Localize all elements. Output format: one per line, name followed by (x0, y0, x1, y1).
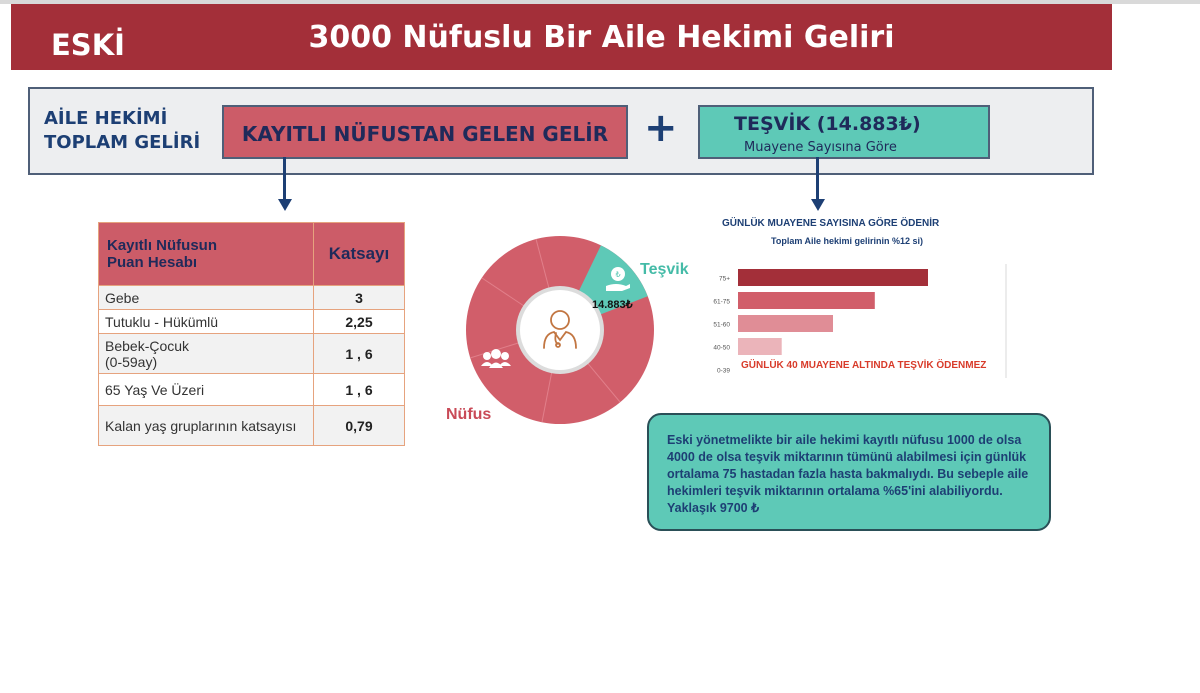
table-header-left (99, 223, 314, 286)
chart-bar (738, 338, 782, 355)
page-title: 3000 Nüfuslu Bir Aile Hekimi Geliri (308, 20, 895, 55)
tesvik-box (698, 105, 990, 159)
row-label: Kalan yaş gruplarının katsayısı (99, 406, 314, 446)
tesvik-title: TEŞVİK (14.883₺) (734, 113, 921, 135)
income-formula (28, 87, 1094, 175)
chart-tick-label: 51-60 (713, 321, 730, 329)
info-callout: Eski yönetmelikte bir aile hekimi kayıtlı nüfusu 1000 de olsa 4000 de olsa teşvik miktarının tümünü alabilmesi için günlük ortalama 75 hastadan fazla hasta bakmalıydı. Bu sebeple aile hekimleri teşvik miktarının ortalama %65'ini alabiliyordu. Yaklaşık 9700 ₺ (647, 413, 1051, 531)
chart-bar (738, 315, 833, 332)
chart-bar (738, 269, 928, 286)
chart-tick-label: 0-39 (716, 367, 730, 375)
chart-bar (738, 292, 875, 309)
row-label (99, 334, 314, 374)
chart-note: GÜNLÜK 40 MUAYENE ALTINDA TEŞVİK ÖDENMEZ (741, 360, 987, 371)
pie-label-tesvik: Teşvik (640, 261, 689, 278)
table-row (99, 374, 405, 406)
income-pie (440, 230, 680, 430)
chart-tick-label: 61-75 (713, 298, 730, 306)
arrow-right (816, 157, 819, 201)
table-header-right: Katsayı (314, 223, 405, 286)
row-value: 3 (314, 286, 405, 310)
table-row (99, 406, 405, 446)
formula-label-line1: AİLE HEKİMİ (44, 108, 168, 129)
pie-label-nufus: Nüfus (446, 406, 492, 423)
income-pie-svg (440, 230, 680, 430)
table-row (99, 286, 405, 310)
title-banner (11, 4, 1112, 70)
row-value: 1 , 6 (314, 374, 405, 406)
chart-title: GÜNLÜK MUAYENE SAYISINA GÖRE ÖDENİR (722, 218, 940, 229)
kayitli-income-box: KAYITLI NÜFUSTAN GELEN GELİR (222, 105, 628, 159)
arrow-left (283, 157, 286, 201)
tesvik-subtitle: Muayene Sayısına Göre (744, 140, 897, 155)
plus-sign: + (644, 105, 678, 151)
pie-tesvik-amount: 14.883₺ (592, 299, 633, 311)
header-left-line2: Puan Hesabı (107, 254, 198, 271)
row-value: 1 , 6 (314, 334, 405, 374)
pie-hub (520, 290, 600, 370)
formula-label (44, 107, 200, 155)
row-label-line2: (0-59ay) (105, 353, 158, 370)
table-header-row (99, 223, 405, 286)
row-label: Tutuklu - Hükümlü (99, 310, 314, 334)
row-label: Gebe (99, 286, 314, 310)
svg-text:₺: ₺ (615, 270, 621, 279)
table-row (99, 310, 405, 334)
arrow-left-head (278, 199, 292, 211)
row-label: 65 Yaş Ve Üzeri (99, 374, 314, 406)
chart-tick-label: 40-50 (713, 344, 730, 352)
formula-label-line2: TOPLAM GELİRİ (44, 132, 201, 153)
row-value: 2,25 (314, 310, 405, 334)
arrow-right-head (811, 199, 825, 211)
row-value: 0,79 (314, 406, 405, 446)
header-left-line1: Kayıtlı Nüfusun (107, 237, 218, 254)
chart-tick-label: 75+ (718, 275, 730, 283)
coefficient-table (98, 222, 405, 446)
chart-subtitle: Toplam Aile hekimi gelirinin %12 si) (771, 236, 924, 246)
row-label-line1: Bebek-Çocuk (105, 337, 190, 354)
banner-tag: ESKİ (51, 28, 125, 62)
table-row (99, 334, 405, 374)
